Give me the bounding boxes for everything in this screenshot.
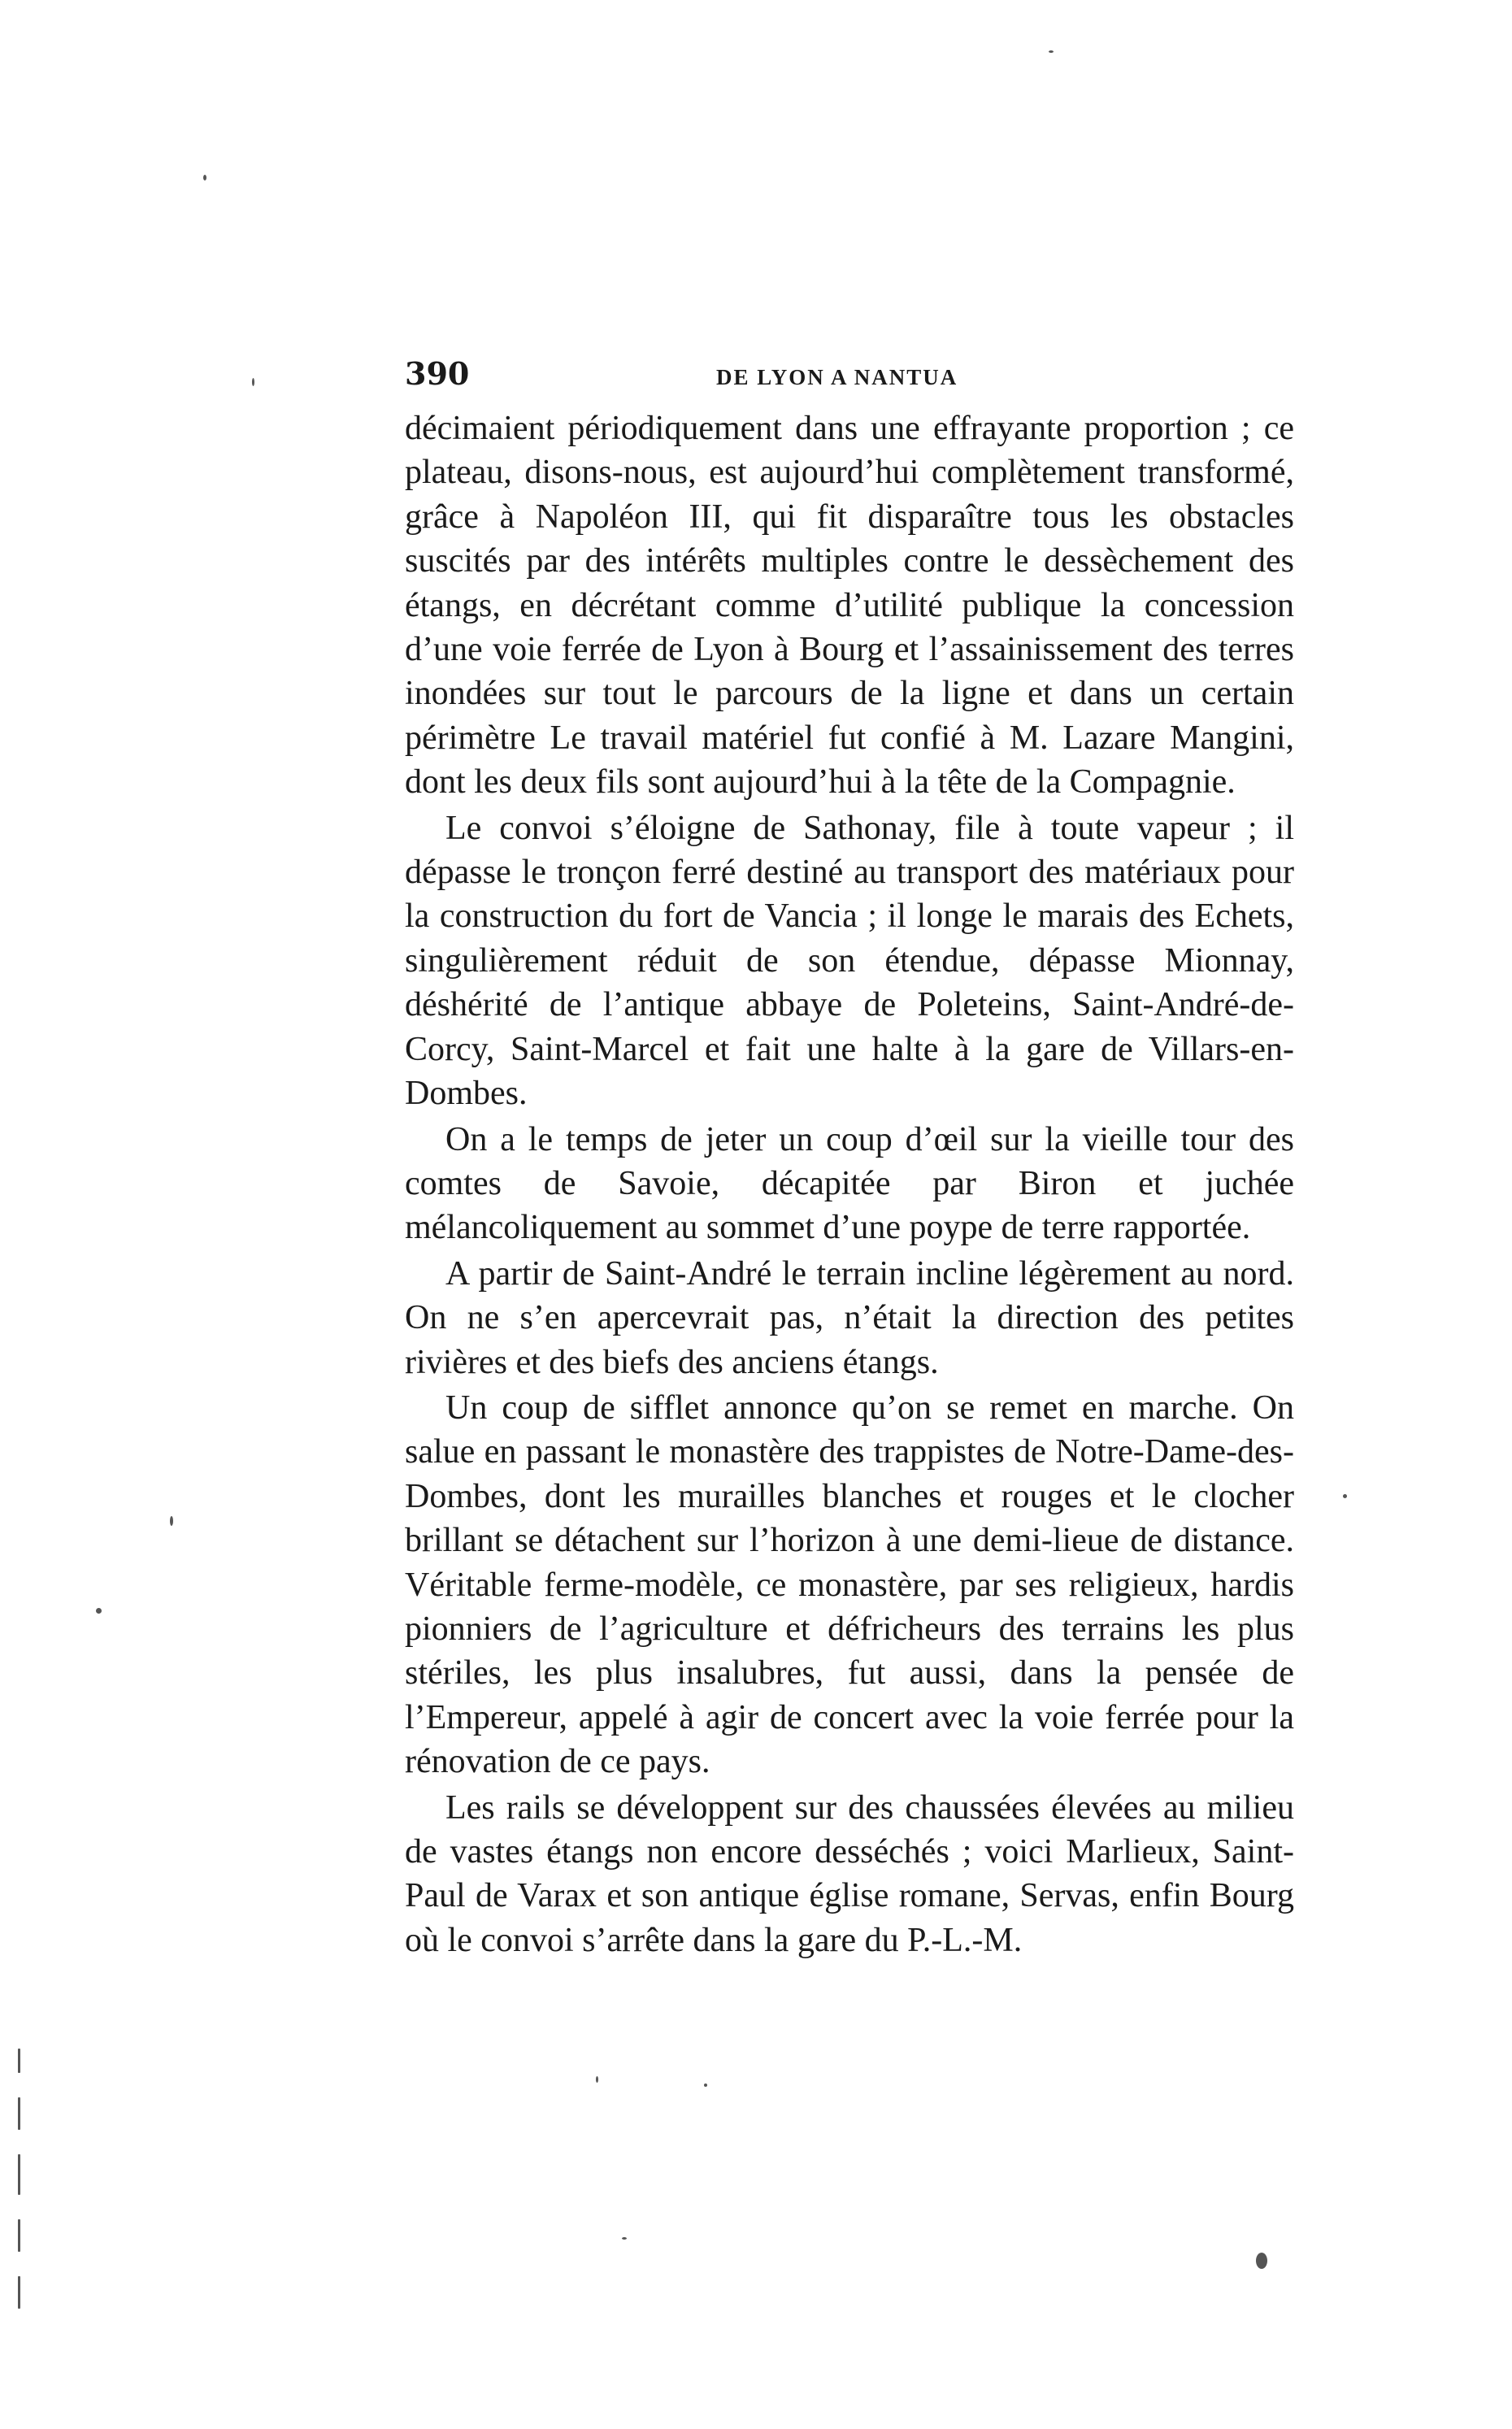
paragraph: Les rails se développent sur des chaussées élevées au milieu de vastes étangs non encore desséchés ; voici Marlieux, Saint-Paul de Varax et son antique église romane, Servas, enfin Bourg où le convoi s’arrête dans la gare du P.-L.-M. xyxy=(405,1788,1294,1959)
scan-speck xyxy=(18,2276,20,2309)
scan-speck xyxy=(1256,2253,1267,2269)
paragraph: décimaient périodiquement dans une effrayante proportion ; ce plateau, disons-nous, est aujourd’hui complètement transformé, grâce à Napoléon III, qui fit disparaître tous les obstacles suscités par des intérêts multiples contre le dessèchement des étangs, en décrétant comme d’utilité publique la concession d’une voie ferrée de Lyon à Bourg et l’assainissement des terres inondées sur tout le parcours de la ligne et dans un certain périmètre Le travail matériel fut confié à M. Lazare Mangini, dont les deux fils sont aujourd’hui à la tête de la Compagnie. xyxy=(405,410,1294,802)
page-number: 390 xyxy=(405,355,470,392)
paragraph: On a le temps de jeter un coup d’œil sur la vieille tour des comtes de Savoie, décapitée par Biron et juchée mélancoliquement au sommet d’une poype de terre rapportée. xyxy=(405,1120,1294,1247)
paragraph: A partir de Saint-André le terrain incline légèrement au nord. On ne s’en apercevrait pas, n’était la direction des petites rivières et des biefs des anciens étangs. xyxy=(405,1254,1294,1381)
scan-speck xyxy=(252,378,254,386)
scan-speck xyxy=(704,2084,707,2087)
scan-speck xyxy=(18,2097,20,2130)
scan-speck xyxy=(203,175,206,180)
paragraph: Un coup de sifflet annonce qu’on se remet en marche. On salue en passant le monastère des trappistes de Notre-Dame-des-Dombes, dont les murailles blanches et rouges et le clocher brillant se détachent sur l’horizon à une demi-lieue de distance. Véritable ferme-modèle, ce monastère, par ses religieux, hardis pionniers de l’agriculture et défricheurs des terrains les plus stériles, les plus insalubres, fut aussi, dans la pensée de l’Empereur, appelé à agir de concert avec la voie ferrée pour la rénovation de ce pays. xyxy=(405,1388,1294,1781)
scan-speck xyxy=(170,1516,173,1526)
scan-speck xyxy=(18,2219,20,2252)
scan-speck xyxy=(596,2076,598,2083)
scan-speck xyxy=(1343,1494,1347,1498)
scan-speck xyxy=(1049,50,1054,53)
scan-speck xyxy=(18,2049,20,2073)
paragraph: Le convoi s’éloigne de Sathonay, file à toute vapeur ; il dépasse le tronçon ferré destiné au transport des matériaux pour la construction du fort de Vancia ; il longe le marais des Echets, singulièrement réduit de son étendue, dépasse Mionnay, déshérité de l’antique abbaye de Poleteins, Saint-André-de-Corcy, Saint-Marcel et fait une halte à la gare de Villars-en-Dombes. xyxy=(405,809,1294,1113)
running-title: DE LYON A NANTUA xyxy=(716,365,958,389)
body-text xyxy=(405,406,1294,1962)
scan-speck xyxy=(96,1608,102,1614)
scan-speck xyxy=(622,2237,627,2240)
page-header xyxy=(405,356,1299,405)
scan-speck xyxy=(18,2154,20,2195)
